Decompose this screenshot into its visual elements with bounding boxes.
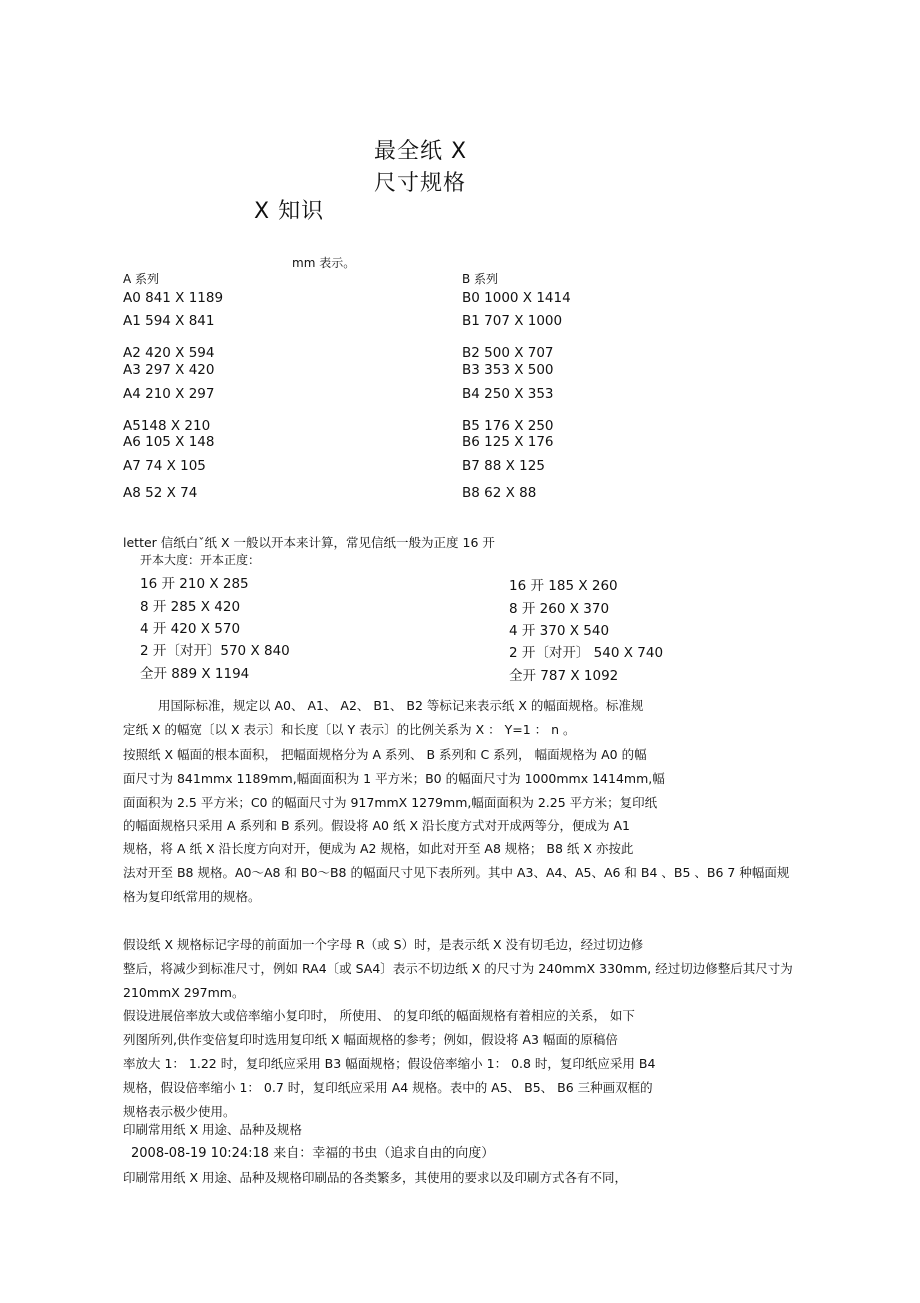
kai-left-row: 16 开 210 X 285 <box>140 576 249 592</box>
paragraph-line: 格为复印纸常用的规格。 <box>123 889 261 904</box>
a-series-header: A 系列 <box>123 272 160 286</box>
b-series-row: B1 707 X 1000 <box>462 313 563 329</box>
paragraph-line: 列图所列,供作变倍复印时选用复印纸 X 幅面规格的参考；例如，假设将 A3 幅面的原稿倍 <box>123 1032 618 1047</box>
a-series-row: A3 297 X 420 <box>123 362 215 378</box>
paragraph-line: 整后，将减少到标准尺寸，例如 RA4〔或 SA4〕表示不切边纸 X 的尺寸为 240mmX 330mm, 经过切边修整后其尺寸为 <box>123 961 793 976</box>
b-series-header: B 系列 <box>462 272 499 286</box>
paragraph-line: 规格，假设倍率缩小 1： 0.7 时，复印纸应采用 A4 规格。表中的 A5、 B5、 B6 三种画双框的 <box>123 1080 653 1095</box>
a-series-row: A8 52 X 74 <box>123 485 198 501</box>
kai-right-row: 2 开〔对开〕 540 X 740 <box>509 645 664 661</box>
title-line-1: 最全纸 X <box>374 139 468 164</box>
unit-note: mm 表示。 <box>292 256 356 270</box>
paragraph-line: 定纸 X 的幅宽〔以 X 表示〕和长度〔以 Y 表示〕的比例关系为 X ： Y=1 ： n 。 <box>123 722 576 737</box>
kai-header: 开本大度：开本正度： <box>140 553 261 567</box>
b-series-row: B6 125 X 176 <box>462 434 554 450</box>
a-series-row: A5148 X 210 <box>123 418 211 434</box>
b-series-row: B5 176 X 250 <box>462 418 554 434</box>
paragraph-line: 按照纸 X 幅面的根本面积， 把幅面规格分为 A 系列、 B 系列和 C 系列， 幅面规格为 A0 的幅 <box>123 747 647 762</box>
paragraph-line: 假设进展倍率放大或倍率缩小复印时， 所使用、 的复印纸的幅面规格有着相应的关系， 如下 <box>123 1008 635 1023</box>
paragraph-line: 用国际标准，规定以 A0、 A1、 A2、 B1、 B2 等标记来表示纸 X 的幅面规格。标准规 <box>158 698 644 713</box>
date-line: 2008-08-19 10:24:18 来自：幸福的书虫（追求自由的向度） <box>131 1146 495 1161</box>
paragraph-line: 规格，将 A 纸 X 沿长度方向对开，便成为 A2 规格，如此对开至 A8 规格； B8 纸 X 亦按此 <box>123 841 634 856</box>
last-line: 印刷常用纸 X 用途、品种及规格印刷品的各类繁多，其使用的要求以及印刷方式各有不同， <box>123 1170 628 1185</box>
b-series-row: B7 88 X 125 <box>462 458 545 474</box>
b-series-row: B2 500 X 707 <box>462 345 554 361</box>
b-series-row: B3 353 X 500 <box>462 362 554 378</box>
kai-right-row: 8 开 260 X 370 <box>509 601 610 617</box>
a-series-row: A4 210 X 297 <box>123 386 215 402</box>
paragraph-line: 法对开至 B8 规格。A0～A8 和 B0～B8 的幅面尺寸见下表所列。其中 A3、A4、A5、A6 和 B4 、B5 、B6 7 种幅面规 <box>123 865 790 880</box>
paragraph-line: 假设纸 X 规格标记字母的前面加一个字母 R（或 S）时，是表示纸 X 没有切毛边，经过切边修 <box>123 937 644 952</box>
a-series-row: A7 74 X 105 <box>123 458 206 474</box>
paragraph-line: 率放大 1： 1.22 时，复印纸应采用 B3 幅面规格；假设倍率缩小 1： 0.8 时，复印纸应采用 B4 <box>123 1056 656 1071</box>
kai-right-row: 4 开 370 X 540 <box>509 623 610 639</box>
paragraph-line: 规格表示极少使用。 <box>123 1104 236 1119</box>
a-series-row: A0 841 X 1189 <box>123 290 224 306</box>
a-series-row: A1 594 X 841 <box>123 313 215 329</box>
kai-right-row: 16 开 185 X 260 <box>509 578 618 594</box>
letter-line: letter 信纸白ˇ纸 X 一般以开本来计算，常见信纸一般为正度 16 开 <box>123 535 495 550</box>
kai-left-row: 4 开 420 X 570 <box>140 621 241 637</box>
section-title: 印刷常用纸 X 用途、品种及规格 <box>123 1122 303 1137</box>
paragraph-line: 面尺寸为 841mmx 1189mm,幅面面积为 1 平方米；B0 的幅面尺寸为 1000mmx 1414mm,幅 <box>123 771 665 786</box>
a-series-row: A6 105 X 148 <box>123 434 215 450</box>
title-line-2: 尺寸规格 <box>374 171 467 196</box>
b-series-row: B0 1000 X 1414 <box>462 290 571 306</box>
paragraph-line: 面面积为 2.5 平方米；C0 的幅面尺寸为 917mmX 1279mm,幅面面积为 2.25 平方米；复印纸 <box>123 795 658 810</box>
a-series-row: A2 420 X 594 <box>123 345 215 361</box>
paragraph-line: 210mmX 297mm。 <box>123 985 245 1000</box>
kai-left-row: 全开 889 X 1194 <box>140 666 250 682</box>
kai-left-row: 2 开〔对开〕570 X 840 <box>140 643 290 659</box>
paragraph-line: 的幅面规格只采用 A 系列和 B 系列。假设将 A0 纸 X 沿长度方式对开成两等分，便成为 A1 <box>123 818 630 833</box>
b-series-row: B4 250 X 353 <box>462 386 554 402</box>
kai-left-row: 8 开 285 X 420 <box>140 599 241 615</box>
b-series-row: B8 62 X 88 <box>462 485 537 501</box>
kai-right-row: 全开 787 X 1092 <box>509 668 619 684</box>
title-line-3: X 知识 <box>254 199 325 224</box>
